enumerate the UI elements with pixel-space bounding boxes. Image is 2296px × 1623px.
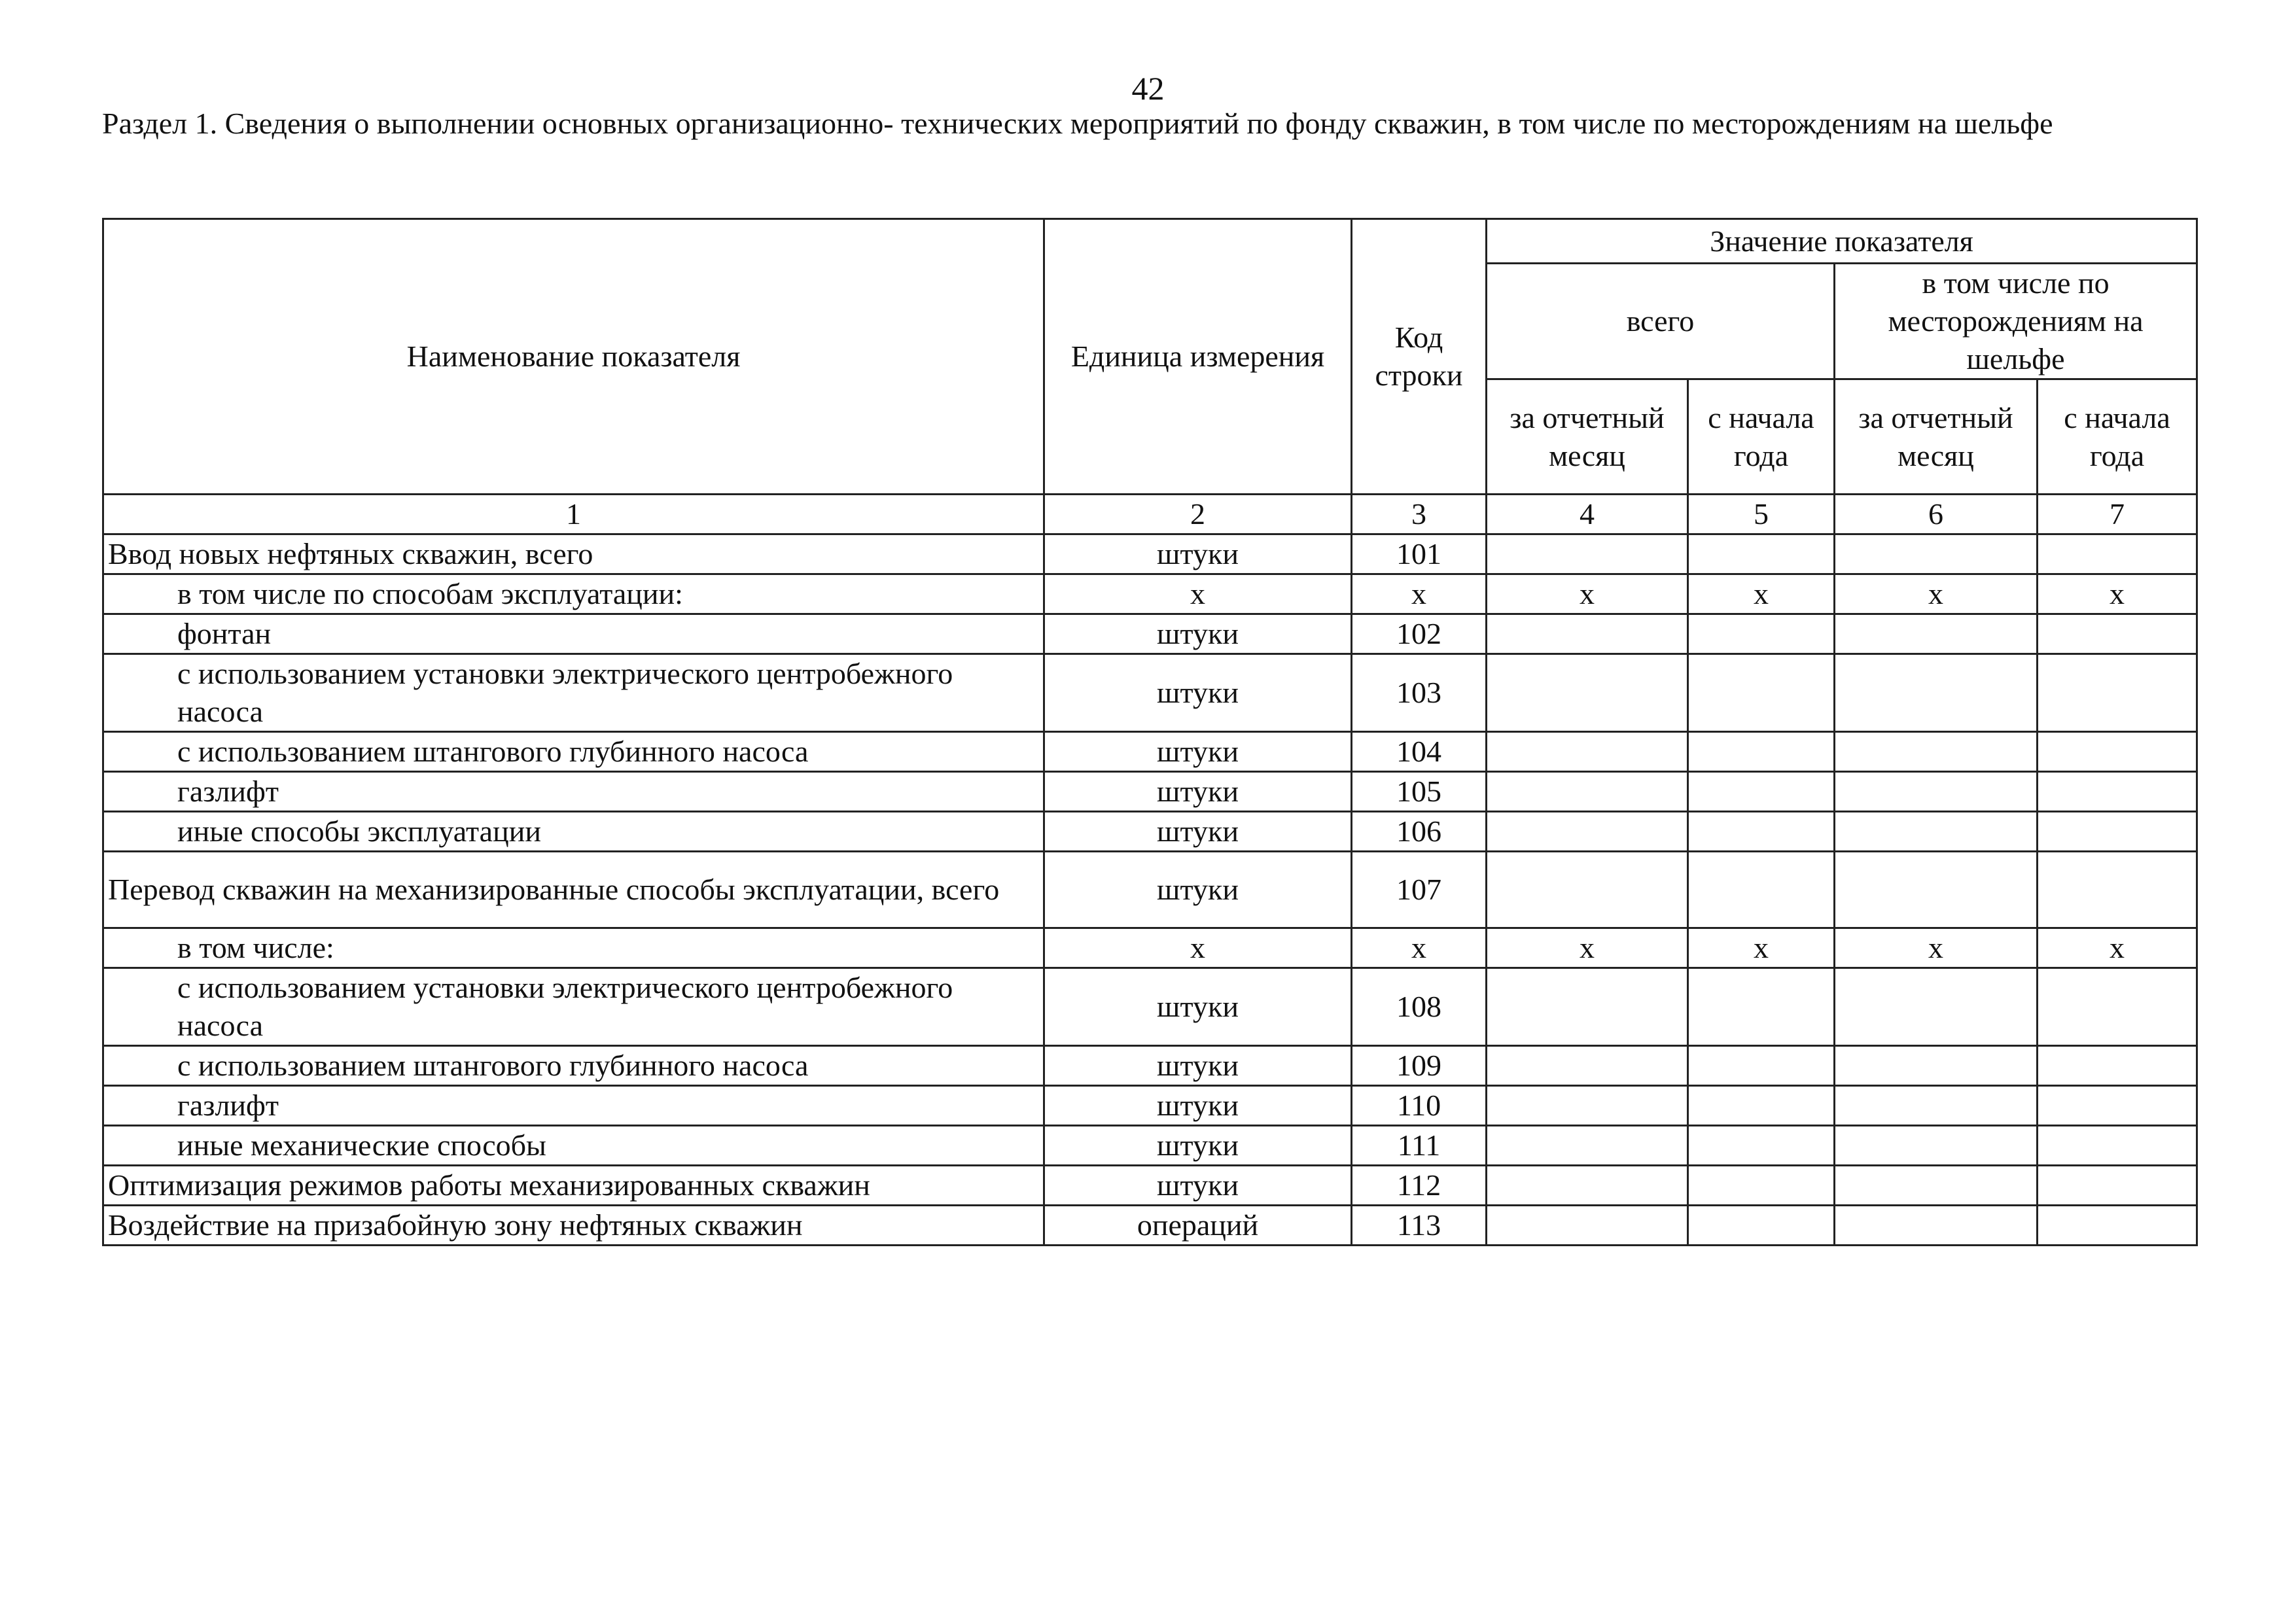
value-cell[interactable] [1688,732,1835,772]
value-cell[interactable] [2038,812,2197,852]
header-value: Значение показателя [1487,219,2197,264]
table-row [103,852,2197,928]
row-unit: штуки [1044,772,1352,812]
row-unit: х [1044,928,1352,968]
row-code: 104 [1352,732,1487,772]
value-cell[interactable] [1835,1166,2038,1206]
value-cell[interactable] [1835,1126,2038,1166]
value-cell[interactable] [1688,852,1835,928]
value-cell[interactable] [1688,1166,1835,1206]
value-cell[interactable] [1487,1206,1688,1246]
value-cell[interactable] [2038,1126,2197,1166]
row-code: х [1352,574,1487,614]
row-code: 111 [1352,1126,1487,1166]
row-unit: штуки [1044,732,1352,772]
value-cell[interactable] [1835,852,2038,928]
value-cell[interactable] [1688,968,1835,1046]
header-ytd: с начала года [1688,379,1835,495]
row-code: 109 [1352,1046,1487,1086]
table-row [103,614,2197,654]
row-unit: штуки [1044,1126,1352,1166]
row-name: Оптимизация режимов работы механизированных скважин [103,1166,1044,1206]
value-cell[interactable] [1835,654,2038,732]
row-name: в том числе по способам эксплуатации: [103,574,1044,614]
value-cell[interactable] [1487,534,1688,574]
row-name: с использованием установки электрического центробежного насоса [103,654,1044,732]
column-number-row [103,495,2197,534]
column-number: 6 [1835,495,2038,534]
row-unit: штуки [1044,968,1352,1046]
row-name: иные способы эксплуатации [103,812,1044,852]
value-cell[interactable] [2038,1206,2197,1246]
table-row [103,1046,2197,1086]
value-cell[interactable] [2038,654,2197,732]
value-cell[interactable] [1487,1126,1688,1166]
row-unit: штуки [1044,534,1352,574]
header-shelf: в том числе по месторождениям на шельфе [1835,264,2197,379]
column-number: 5 [1688,495,1835,534]
table-row [103,772,2197,812]
table-row [103,1126,2197,1166]
row-unit: х [1044,574,1352,614]
value-cell[interactable] [2038,1086,2197,1126]
row-code: 113 [1352,1206,1487,1246]
value-cell[interactable] [1487,812,1688,852]
row-code: 103 [1352,654,1487,732]
value-cell[interactable] [1688,1126,1835,1166]
value-cell[interactable] [1688,812,1835,852]
row-code: 105 [1352,772,1487,812]
value-cell[interactable] [1835,1086,2038,1126]
header-unit: Единица измерения [1044,219,1352,495]
row-name: иные механические способы [103,1126,1044,1166]
table-row [103,654,2197,732]
value-cell: х [1688,928,1835,968]
row-unit: штуки [1044,812,1352,852]
row-unit: операций [1044,1206,1352,1246]
header-shelf-month: за отчетный месяц [1835,379,2038,495]
table-row [103,1166,2197,1206]
section-title: Раздел 1. Сведения о выполнении основных организационно- технических мероприятий по фонду скважин, в том числе по месторождениям на шельфе [102,107,2053,140]
row-name: с использованием штангового глубинного насоса [103,1046,1044,1086]
value-cell[interactable] [1835,1046,2038,1086]
value-cell[interactable] [1835,812,2038,852]
value-cell[interactable] [1688,1206,1835,1246]
row-name: Воздействие на призабойную зону нефтяных скважин [103,1206,1044,1246]
value-cell[interactable] [1835,732,2038,772]
column-number: 4 [1487,495,1688,534]
row-code: 108 [1352,968,1487,1046]
header-month: за отчетный месяц [1487,379,1688,495]
value-cell: х [1487,928,1688,968]
value-cell[interactable] [1835,968,2038,1046]
row-unit: штуки [1044,1166,1352,1206]
value-cell: х [1835,574,2038,614]
value-cell[interactable] [1487,772,1688,812]
row-code: 101 [1352,534,1487,574]
value-cell[interactable] [2038,852,2197,928]
table-row [103,574,2197,614]
value-cell[interactable] [2038,614,2197,654]
row-code: 112 [1352,1166,1487,1206]
value-cell[interactable] [1487,1046,1688,1086]
value-cell[interactable] [1835,614,2038,654]
value-cell[interactable] [1688,654,1835,732]
value-cell[interactable] [1688,534,1835,574]
header-shelf-ytd: с начала года [2038,379,2197,495]
row-name: газлифт [103,1086,1044,1126]
value-cell[interactable] [1487,614,1688,654]
header-name: Наименование показателя [103,219,1044,495]
row-unit: штуки [1044,654,1352,732]
row-name: с использованием штангового глубинного насоса [103,732,1044,772]
value-cell: х [1835,928,2038,968]
header-total: всего [1487,264,1835,379]
row-unit: штуки [1044,614,1352,654]
column-number: 7 [2038,495,2197,534]
row-name: фонтан [103,614,1044,654]
header-code: Код строки [1352,219,1487,495]
value-cell[interactable] [2038,534,2197,574]
value-cell[interactable] [1487,732,1688,772]
value-cell[interactable] [1688,1046,1835,1086]
value-cell[interactable] [1487,654,1688,732]
row-name: газлифт [103,772,1044,812]
row-code: 102 [1352,614,1487,654]
value-cell: х [2038,928,2197,968]
row-code: 110 [1352,1086,1487,1126]
value-cell[interactable] [1487,852,1688,928]
table-row [103,1086,2197,1126]
value-cell: х [2038,574,2197,614]
row-unit: штуки [1044,1086,1352,1126]
value-cell[interactable] [1487,1086,1688,1126]
row-name: с использованием установки электрического центробежного насоса [103,968,1044,1046]
page-number: 42 [1131,70,1165,107]
row-name: Перевод скважин на механизированные способы эксплуатации, всего [103,852,1044,928]
value-cell[interactable] [1835,772,2038,812]
table-row [103,928,2197,968]
value-cell[interactable] [2038,1166,2197,1206]
value-cell[interactable] [1487,968,1688,1046]
row-unit: штуки [1044,1046,1352,1086]
value-cell[interactable] [1688,772,1835,812]
value-cell: х [1487,574,1688,614]
table-row [103,1206,2197,1246]
row-code: х [1352,928,1487,968]
row-code: 107 [1352,852,1487,928]
value-cell[interactable] [1688,614,1835,654]
column-number: 1 [103,495,1044,534]
report-table [102,218,2198,1246]
value-cell[interactable] [1835,534,2038,574]
table-row [103,968,2197,1046]
value-cell: х [1688,574,1835,614]
value-cell[interactable] [1688,1086,1835,1126]
table-row [103,732,2197,772]
table-row [103,812,2197,852]
row-unit: штуки [1044,852,1352,928]
value-cell[interactable] [1487,1166,1688,1206]
value-cell[interactable] [2038,732,2197,772]
table-row [103,534,2197,574]
row-name: Ввод новых нефтяных скважин, всего [103,534,1044,574]
value-cell[interactable] [2038,1046,2197,1086]
row-name: в том числе: [103,928,1044,968]
column-number: 3 [1352,495,1487,534]
value-cell[interactable] [1835,1206,2038,1246]
value-cell[interactable] [2038,968,2197,1046]
column-number: 2 [1044,495,1352,534]
row-code: 106 [1352,812,1487,852]
value-cell[interactable] [2038,772,2197,812]
